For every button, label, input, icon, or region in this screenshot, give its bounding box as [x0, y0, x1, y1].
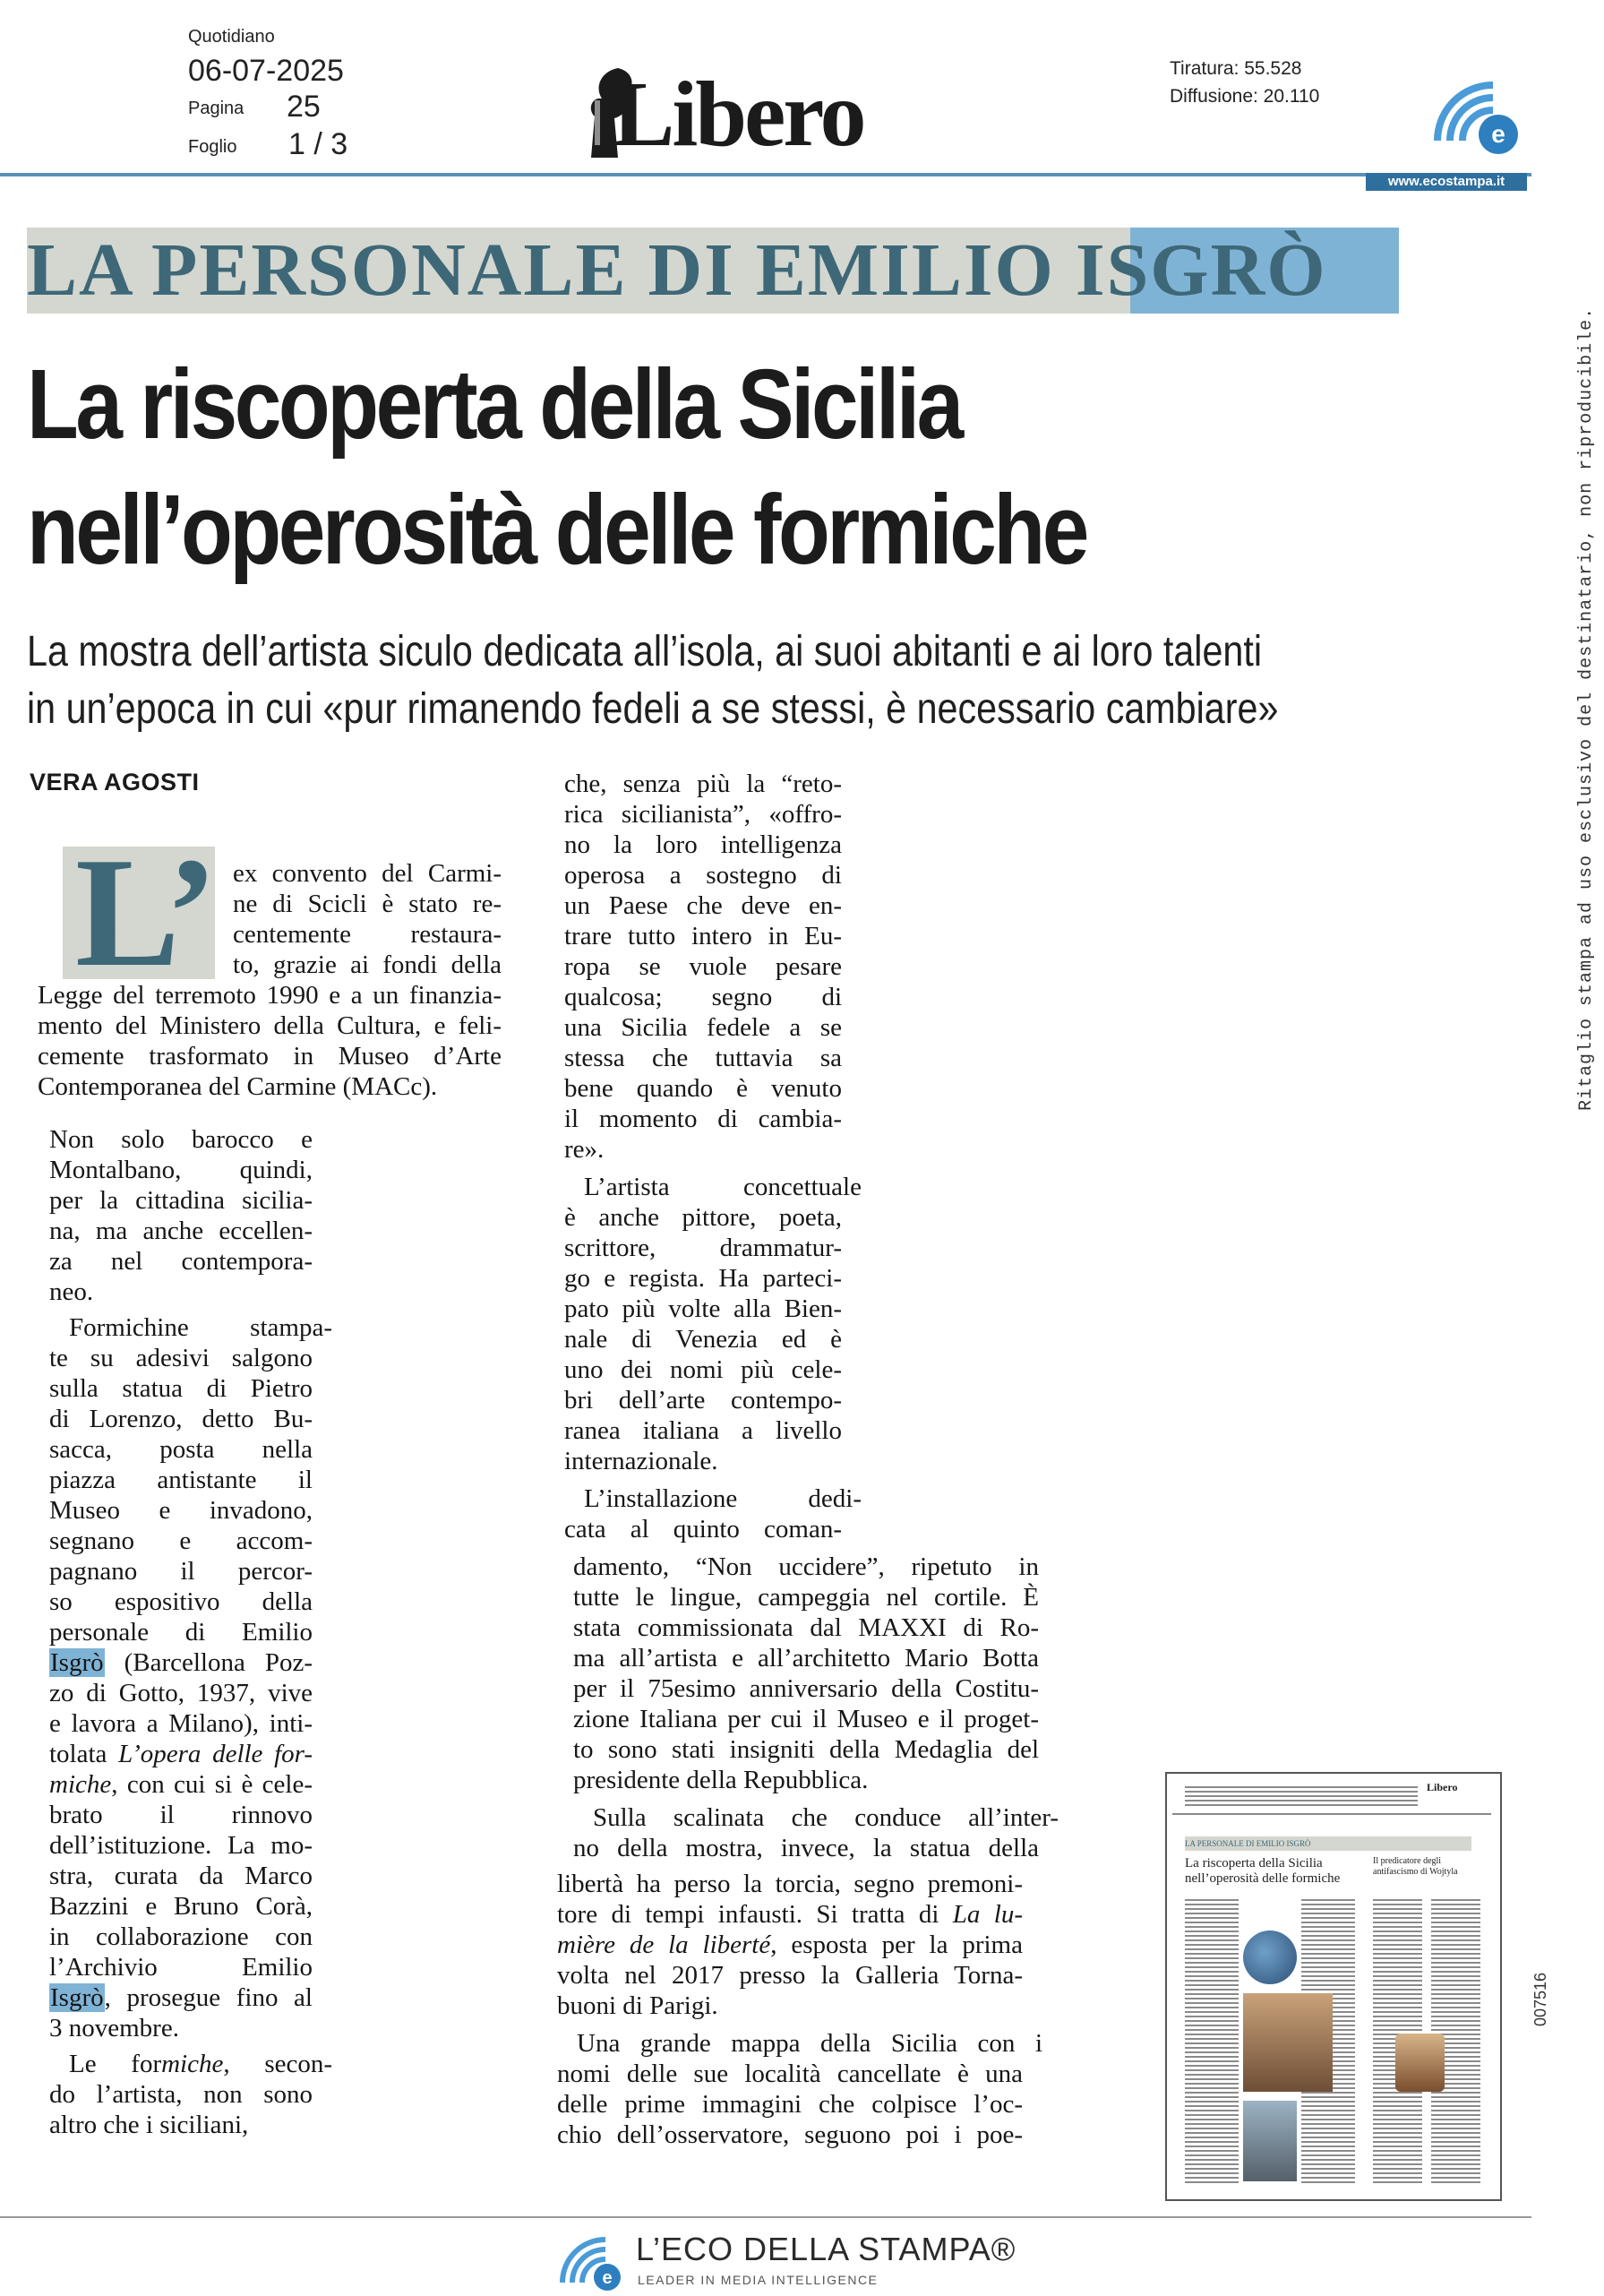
text-line: è anche pittore, poeta,	[564, 1203, 842, 1232]
thumb-title-1: La riscoperta della Sicilia	[1185, 1856, 1323, 1870]
sheet-number: 1 / 3	[288, 127, 348, 161]
thumb-kicker: LA PERSONALE DI EMILIO ISGRÒ	[1185, 1836, 1471, 1851]
text-line: il momento di cambia-	[564, 1105, 842, 1133]
text-line: sacca, posta nella	[49, 1435, 313, 1464]
text-line: delle prime immagini che colpisce l’oc-	[557, 2090, 1023, 2119]
text-line: scrittore, drammatur-	[564, 1234, 842, 1262]
text-line: bene quando è venuto	[564, 1074, 842, 1103]
text-line: mière de la liberté, esposta per la prima	[557, 1931, 1023, 1959]
text-line: Isgrò (Barcellona Poz-	[50, 1648, 313, 1677]
page-label: Pagina	[188, 99, 244, 118]
text-line: pato più volte alla Bien-	[564, 1294, 842, 1323]
text-line: tolata L’opera delle for-	[49, 1740, 313, 1768]
text-line: do l’artista, non sono	[49, 2080, 313, 2109]
page-thumbnail[interactable]	[1165, 1772, 1502, 2201]
article-subtitle-line-2: in un’epoca in cui «pur rimanendo fedeli a se stessi, è necessario cambiare»	[27, 685, 1279, 733]
text-line: operosa a sostegno di	[564, 861, 842, 890]
article-title-line-2: nell’operosità delle formiche	[27, 475, 1086, 585]
article-subtitle-line-1: La mostra dell’artista siculo dedicata all’isola, ai suoi abitanti e ai loro talenti	[27, 628, 1263, 675]
text-line: l’Archivio Emilio	[49, 1953, 313, 1982]
header-rule	[0, 173, 1531, 176]
text-line: di Lorenzo, detto Bu-	[49, 1405, 313, 1433]
text-line: segnano e accom-	[49, 1526, 313, 1555]
reproduction-notice: Ritaglio stampa ad uso esclusivo del destinatario, non riproducibile.	[1576, 306, 1597, 1111]
text-line: tore di tempi infausti. Si tratta di La lu-	[557, 1900, 1023, 1929]
text-line: stessa che tuttavia sa	[564, 1044, 842, 1072]
italic-title: mière de la liberté	[557, 1931, 771, 1959]
text-line: una Sicilia fedele a se	[564, 1013, 842, 1042]
thumb-photo-1	[1243, 1993, 1333, 2092]
italic-title: La lu-	[952, 1900, 1023, 1929]
text-line: trare tutto intero in Eu-	[564, 922, 842, 950]
text-line: pagnano il percor-	[49, 1557, 313, 1586]
text-line: nomi delle sue località cancellate è una	[557, 2060, 1023, 2088]
ecostampa-url[interactable]: www.ecostampa.it	[1366, 173, 1527, 191]
italic-title: miche	[161, 2050, 224, 2078]
text-line: to, grazie ai fondi della	[233, 950, 502, 979]
text-line: volta nel 2017 presso la Galleria Torna-	[557, 1961, 1023, 1990]
text-line: na, ma anche eccellen-	[49, 1217, 313, 1245]
text-line: Formichine stampa-	[69, 1313, 332, 1342]
text-line: sulla statua di Pietro	[49, 1374, 313, 1403]
footer-tagline: LEADER IN MEDIA INTELLIGENCE	[638, 2273, 879, 2287]
clipping-code: 007516	[1531, 1972, 1549, 2026]
text-line: piazza antistante il	[49, 1466, 313, 1494]
text-line: Bazzini e Bruno Corà,	[49, 1892, 313, 1921]
thumb-title-2: nell’operosità delle formiche	[1185, 1871, 1341, 1886]
text-line: damento, “Non uccidere”, ripetuto in	[573, 1552, 1039, 1581]
thumb-rule	[1172, 1813, 1491, 1815]
text-line: personale di Emilio	[49, 1618, 313, 1647]
page-number: 25	[287, 90, 321, 124]
text-line: to sono stati insigniti della Medaglia del	[573, 1735, 1039, 1764]
text-line: no della mostra, invece, la statua della	[573, 1834, 1039, 1862]
text-line: zo di Gotto, 1937, vive	[49, 1679, 313, 1707]
text-line: Le formiche, secon-	[69, 2050, 332, 2078]
text-line: brato il rinnovo	[49, 1801, 313, 1829]
text-line: 3 novembre.	[49, 2014, 179, 2042]
text-line: cemente trasformato in Museo d’Arte	[38, 1042, 502, 1071]
text-line: chio dell’osservatore, seguono poi i poe-	[557, 2120, 1023, 2149]
text-line: per la cittadina sicilia-	[49, 1186, 313, 1215]
article-title-line-1: La riscoperta della Sicilia	[27, 349, 961, 460]
drop-cap-letter: L’	[75, 825, 218, 999]
circulation-diffusione: Diffusione: 20.110	[1170, 86, 1320, 107]
text-line: Non solo barocco e	[49, 1125, 313, 1154]
issue-date: 06-07-2025	[188, 54, 344, 88]
text-line: cata al quinto coman-	[564, 1515, 842, 1544]
text-line: nale di Venezia ed è	[564, 1325, 842, 1354]
text-line: qualcosa; segno di	[564, 983, 842, 1011]
italic-title: miche	[49, 1770, 112, 1799]
text-line: ropa se vuole pesare	[564, 952, 842, 981]
name-highlight: Isgrò	[50, 1983, 104, 2012]
italic-title: L’opera delle for-	[118, 1740, 313, 1768]
footer-rule	[0, 2216, 1531, 2218]
text-line: altro che i siciliani,	[49, 2111, 249, 2139]
text-line: L’installazione dedi-	[584, 1484, 862, 1513]
text-line: ranea italiana a livello	[564, 1416, 842, 1445]
text-line: stata commissionata dal MAXXI di Ro-	[573, 1613, 1039, 1642]
text-line: Contemporanea del Carmine (MACc).	[38, 1072, 438, 1101]
text-line: bri dell’arte contempo-	[564, 1386, 842, 1415]
text-line: re».	[564, 1135, 605, 1164]
text-line: go e regista. Ha parteci-	[564, 1264, 842, 1293]
text-line: stra, curata da Marco	[49, 1862, 313, 1890]
eco-footer-logo-icon	[555, 2220, 627, 2292]
text-line: ne di Scicli è stato re-	[233, 890, 502, 918]
thumb-portrait	[1395, 2034, 1445, 2092]
text-line: zione Italiana per cui il Museo e il proget-	[573, 1705, 1039, 1733]
text-line: per il 75esimo anniversario della Costitu-	[573, 1674, 1039, 1703]
text-line: no la loro intelligenza	[564, 830, 842, 859]
text-line: miche, con cui si è cele-	[49, 1770, 313, 1799]
text-line: uno dei nomi più cele-	[564, 1355, 842, 1384]
text-line: mento del Ministero della Cultura, e feli-	[38, 1011, 502, 1040]
thumb-photo-2	[1243, 2101, 1297, 2181]
text-line: neo.	[49, 1277, 94, 1306]
text-line: za nel contempora-	[49, 1247, 313, 1276]
text-line: e lavora a Milano), inti-	[49, 1709, 313, 1738]
text-line: presidente della Repubblica.	[573, 1766, 869, 1794]
text-line: L’artista concettuale	[584, 1173, 862, 1201]
text-line: centemente restaura-	[233, 920, 502, 949]
text-line: che, senza più la “reto-	[564, 770, 842, 798]
text-line: ma all’artista e all’architetto Mario Botta	[573, 1644, 1039, 1673]
text-line: Montalbano, quindi,	[49, 1156, 313, 1184]
text-line: buoni di Parigi.	[557, 1991, 718, 2020]
name-highlight: Isgrò	[50, 1648, 104, 1677]
svg-text:e: e	[1491, 120, 1505, 148]
text-line: Legge del terremoto 1990 e a un finanzia-	[38, 981, 502, 1010]
newspaper-name: Libero	[613, 63, 864, 166]
circulation-tiratura: Tiratura: 55.528	[1170, 58, 1302, 79]
text-line: un Paese che deve en-	[564, 891, 842, 920]
thumb-side-title: Il predicatore degli antifascismo di Wojtyla	[1373, 1856, 1458, 1877]
article-byline: VERA AGOSTI	[30, 769, 200, 795]
svg-text:e: e	[602, 2268, 613, 2288]
text-line: libertà ha perso la torcia, segno premoni-	[557, 1870, 1023, 1898]
thumb-logo: Libero	[1427, 1781, 1458, 1793]
footer-brand: L’ECO DELLA STAMPA®	[636, 2231, 1016, 2267]
text-line: Una grande mappa della Sicilia con i	[577, 2029, 1042, 2058]
ecostampa-logo-icon	[1428, 56, 1527, 159]
text-line: Isgrò, prosegue fino al	[50, 1983, 313, 2012]
newspaper-logo	[582, 61, 922, 168]
text-line: rica sicilianista”, «offro-	[564, 800, 842, 829]
text-line: in collaborazione con	[49, 1922, 313, 1951]
sheet-label: Foglio	[188, 137, 237, 157]
text-line: tutte le lingue, campeggia nel cortile. È	[573, 1583, 1039, 1612]
text-line: Museo e invadono,	[49, 1496, 313, 1525]
thumb-header-text	[1185, 1786, 1418, 1806]
text-line: internazionale.	[564, 1447, 718, 1475]
edition-kind: Quotidiano	[188, 27, 275, 47]
text-line: Sulla scalinata che conduce all’inter-	[593, 1803, 1059, 1832]
article-kicker: LA PERSONALE DI EMILIO ISGRÒ	[27, 228, 1327, 312]
drop-cap	[63, 825, 218, 999]
text-line: ex convento del Carmi-	[233, 859, 502, 888]
text-line: so espositivo della	[49, 1587, 313, 1616]
text-line: te su adesivi salgono	[49, 1344, 313, 1372]
thumb-map-image	[1243, 1931, 1297, 1984]
thumb-col-1	[1185, 1899, 1239, 2186]
text-line: dell’istituzione. La mo-	[49, 1831, 313, 1860]
